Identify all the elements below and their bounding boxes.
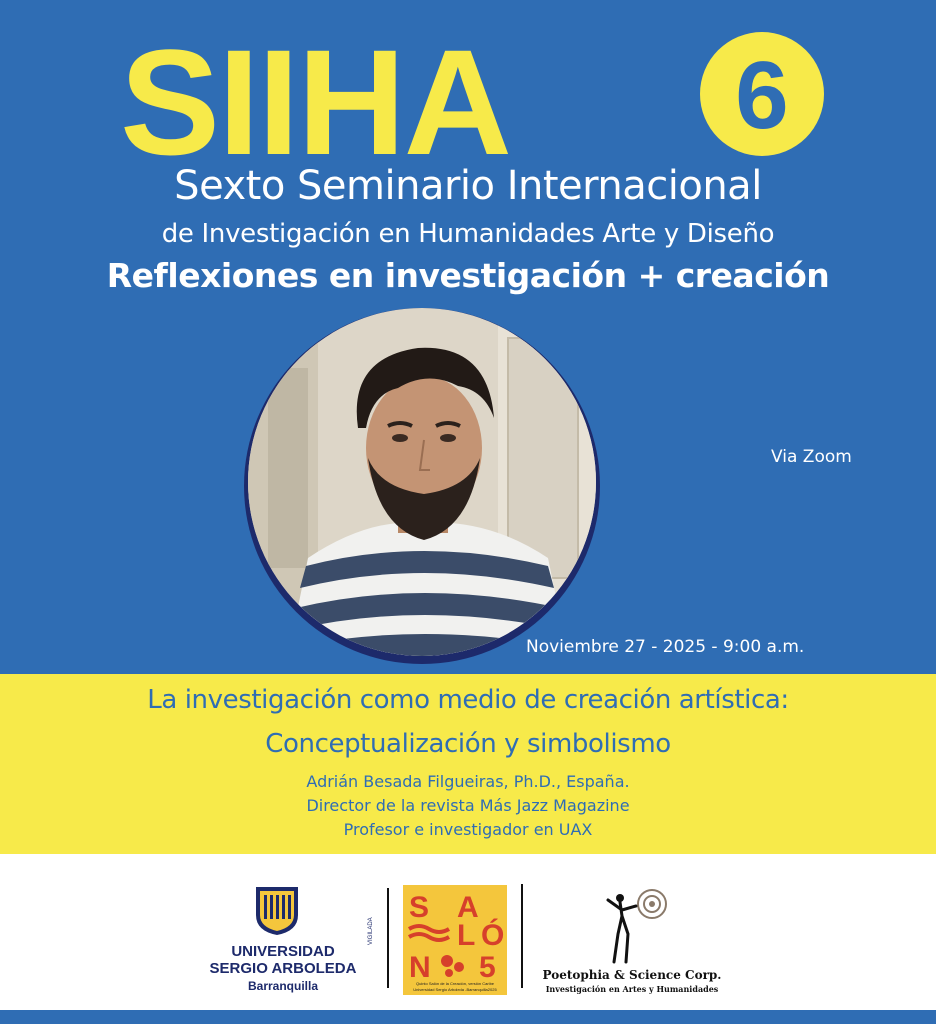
- salon-caption-2: Universidad Sergio Arboleda -Barranquilla2025: [413, 987, 497, 992]
- usa-vigilada: VIGILADA: [368, 917, 374, 945]
- event-date: Noviembre 27 - 2025 - 9:00 a.m.: [526, 637, 805, 657]
- salon-letter-n: N: [409, 951, 431, 984]
- seminar-title: Sexto Seminario Internacional: [174, 163, 762, 209]
- usa-shield-icon: [254, 885, 300, 937]
- salon-letter-s: S: [409, 891, 430, 924]
- logo-number: 6: [735, 42, 789, 149]
- usa-name-2: SERGIO ARBOLEDA: [209, 960, 357, 977]
- speaker-role-1: Director de la revista Más Jazz Magazine: [306, 796, 630, 815]
- event-mode: Via Zoom: [771, 447, 852, 467]
- salon-letter-a: A: [457, 891, 479, 924]
- speaker-role-2: Profesor e investigador en UAX: [343, 820, 593, 839]
- poetophia-logo: [532, 886, 732, 996]
- speaker-name: Adrián Besada Filgueiras, Ph.D., España.: [306, 772, 630, 791]
- footer-divider-2: [521, 884, 523, 988]
- seminar-theme: Reflexiones en investigación + creación: [106, 256, 830, 295]
- usa-logo: [198, 885, 378, 995]
- talk-title-line1: La investigación como medio de creación artística:: [147, 685, 789, 715]
- salon-logo: [403, 885, 507, 995]
- footer-band: [0, 1010, 936, 1024]
- seminar-subtitle: de Investigación en Humanidades Arte y Diseño: [161, 219, 775, 249]
- siiha6-logo: [120, 22, 830, 162]
- salon-caption-1: Quinto Salón de la Creación, versión Caribe: [415, 981, 495, 986]
- salon-number: 5: [479, 951, 496, 984]
- salon-letter-o: Ó: [481, 919, 505, 952]
- footer-divider-1: [387, 888, 389, 988]
- poetophia-figure-icon: [596, 886, 672, 966]
- salon-letter-l: L: [457, 919, 476, 952]
- usa-name-1: UNIVERSIDAD: [231, 943, 335, 960]
- talk-title-line2: Conceptualización y simbolismo: [265, 729, 671, 759]
- logo-text: SIIHA: [120, 22, 511, 162]
- poetophia-tagline: Investigación en Artes y Humanidades: [545, 984, 719, 994]
- poetophia-name: Poetophia & Science Corp.: [542, 968, 722, 982]
- usa-city: Barranquilla: [247, 979, 319, 993]
- speaker-photo: [248, 308, 596, 656]
- salon5-logo-art: [403, 885, 507, 995]
- speaker-portrait-illustration: [248, 308, 596, 656]
